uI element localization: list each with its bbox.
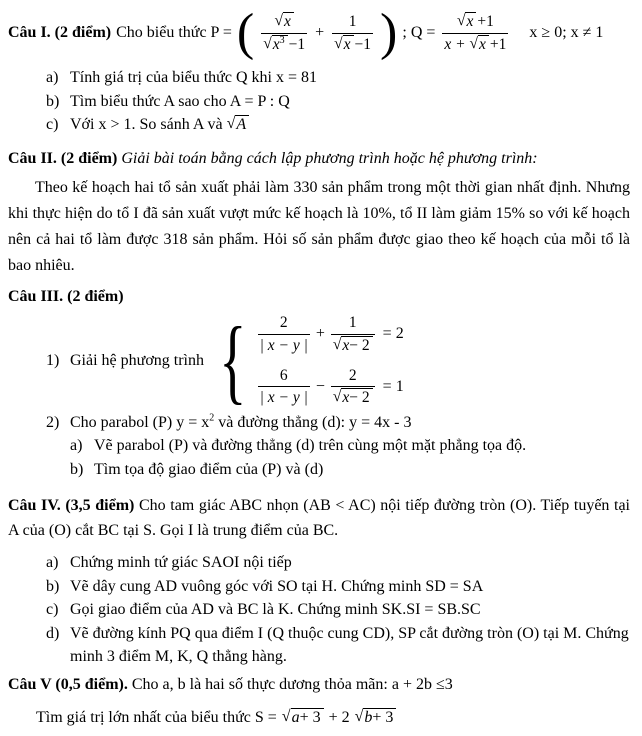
q1-header-row [8,4,630,61]
item-text [70,411,411,435]
right-paren: ) [380,4,398,61]
system-equation-2 [256,367,404,408]
math-var: a [291,708,300,726]
q4-item-a [46,551,630,575]
exponent: 3 [279,34,285,46]
item-label: 2) [46,413,60,431]
math-var: x [342,389,350,407]
fraction [258,367,310,408]
fraction-p2-denominator [332,34,373,54]
minus-operator: − [315,377,325,395]
item-label: b) [46,577,60,595]
sqrt-a-plus-3 [282,709,324,727]
q4-item-d [46,622,630,669]
fraction [258,314,310,355]
item-text: Vẽ parabol (P) và đường thẳng (d) trên cùng một mặt phẳng tọa độ. [94,437,527,454]
numerator: 1 [331,314,375,335]
sqrt-x [274,13,293,31]
q3-item-2a [70,434,630,458]
fraction-q-numerator [442,13,508,34]
radical-sign: √ [332,388,342,406]
item-label: a) [70,437,83,454]
q5-heading-line [8,673,630,697]
q3-item-2 [46,411,630,435]
sqrt-x [334,36,353,54]
system-intro: Giải hệ phương trình [70,351,204,369]
math-var: x + [444,35,466,53]
item-text-post: và đường thẳng (d): y = 4x - 3 [218,413,412,431]
sqrt-x [470,36,489,54]
math-var: x [343,35,351,53]
item-text-pre: Cho parabol (P) y = x [70,413,210,431]
math-var: x [479,35,486,53]
denominator-abs-x-minus-y: | x − y | [259,389,308,407]
item-text: Vẽ đường kính PQ qua điểm I (Q thuộc cung CD), SP cắt đường tròn (O) tại M. Chứng minh 3 điểm M, K, Q thẳng hàng. [70,624,629,665]
math-text: + 3 [299,708,321,726]
q4-items [46,551,630,669]
numerator: 2 [258,314,310,335]
q2-heading: Câu II. (2 điểm) [8,149,118,167]
q3-subitems [70,434,630,481]
q2-heading-line [8,147,630,171]
radical-sign: √ [332,335,342,353]
math-var: x [466,12,474,30]
q-equals: ; Q = [402,24,436,41]
item-label: a) [46,554,59,571]
q3-heading: Câu III. (2 điểm) [8,287,124,305]
item-label: c) [46,601,59,618]
sqrt-b-plus-3 [355,709,397,727]
math-var: A [236,116,247,133]
radical-sign: √ [226,115,236,132]
math-text: − 2 [349,389,370,407]
q3-heading-line [8,285,630,309]
q5-s-pre: Tìm giá trị lớn nhất của biểu thức S = [36,708,277,726]
item-text: Chứng minh tứ giác SAOI nội tiếp [70,554,292,571]
item-text: Tìm tọa độ giao điểm của (P) và (d) [94,460,324,478]
item-label: 1) [46,351,60,369]
math-var: b [364,708,373,726]
radical-sign: √ [456,11,466,29]
q2-body: Theo kế hoạch hai tổ sản xuất phải làm 330 sản phẩm trong một thời gian nhất định. Nhưng khi thực hiện do tổ I đã sản xuất vượt mức kế hoạch là 10%, tổ II làm giảm 15% so với kế hoạch nên cả hai tổ làm được 318 sản phẩm. Hỏi số sản phẩm được giao theo kế hoạch của mỗi tổ là bao nhiêu. [8,178,630,274]
radical-sign: √ [354,707,364,725]
q1-item-b [46,90,630,114]
fraction [331,367,375,408]
math-text: +1 [489,35,507,53]
fraction-p1 [261,13,307,54]
item-text: Vẽ dây cung AD vuông góc với SO tại H. Chứng minh SD = SA [70,577,484,595]
sqrt-x-minus-2 [333,389,373,407]
item-label: a) [46,69,59,86]
exponent: 2 [209,412,215,424]
plus-two: + 2 [328,708,350,726]
equation-rhs: = 2 [382,325,404,343]
fraction-p2-numerator: 1 [332,13,373,34]
math-text: −1 [288,35,306,53]
item-text-pre: Với x > 1. So sánh A và [70,116,223,133]
radical-sign: √ [263,34,272,52]
q5-heading: Câu V (0,5 điểm). [8,675,128,693]
math-var: x [283,12,291,30]
sqrt-x-minus-2 [333,337,373,355]
item-label: d) [46,624,60,642]
plus-operator: + [315,24,325,41]
fraction-p1-numerator [261,13,307,34]
plus-operator: + [315,325,325,343]
q3-item-2b [70,458,630,482]
radical-sign: √ [281,707,291,725]
q4-intro-paragraph [8,493,630,543]
fraction-q-denominator [442,34,508,54]
math-text: −1 [354,35,372,53]
fraction-p1-denominator [261,34,307,54]
radical-sign: √ [469,34,479,52]
radical-sign: √ [274,11,283,29]
math-text: +1 [477,12,494,30]
fraction-q [442,13,508,54]
q4-intro: Cho tam giác ABC nhọn (AB < AC) nội tiếp đường tròn (O). Tiếp tuyến tại A của (O) cắt BC tại S. Gọi I là trung điểm của BC. [8,497,631,539]
item-text: Tìm biểu thức A sao cho A = P : Q [70,92,290,110]
item-text: Tính giá trị của biểu thức Q khi x = 81 [70,69,317,86]
system-equations [256,314,404,407]
system-brace: { [219,306,247,413]
q1-item-a [46,66,630,90]
left-paren: ( [236,4,255,61]
q5-expression-line [36,703,630,733]
q4-item-b [46,575,630,599]
system-equation-1 [256,314,404,355]
denominator [331,335,375,355]
q5-intro: Cho a, b là hai số thực dương thỏa mãn: a + 2b ≤3 [131,675,453,693]
q3-system-block [46,306,630,413]
numerator: 2 [331,367,375,388]
item-text [70,113,249,137]
radical-sign: √ [334,34,343,52]
item-label: b) [46,92,60,110]
math-text: − 2 [349,336,370,354]
fraction [331,314,375,355]
math-var: x [272,35,280,53]
q4-heading: Câu IV. (3,5 điểm) [8,497,135,514]
item-text: Gọi giao điểm của AD và BC là K. Chứng minh SK.SI = SB.SC [70,601,481,618]
fraction-p2 [332,13,373,54]
math-text: + 3 [372,708,394,726]
equation-rhs: = 1 [382,377,404,395]
item-label: b) [70,460,84,478]
q1-heading: Câu I. (2 điểm) [8,24,112,41]
sqrt-x [457,13,476,31]
q1-item-c [46,113,630,137]
denominator [331,387,375,407]
item-label: c) [46,116,59,133]
math-var: x [342,336,350,354]
sqrt-x-cubed [263,36,287,54]
q2-subtitle: Giải bài toán bằng cách lập phương trình hoặc hệ phương trình: [121,149,538,167]
q4-item-c [46,598,630,622]
q1-items [46,66,630,137]
numerator: 6 [258,367,310,388]
sqrt-A [227,113,250,137]
denominator-abs-x-minus-y: | x − y | [259,336,308,354]
domain-condition: x ≥ 0; x ≠ 1 [529,24,604,41]
q1-intro: Cho biểu thức P = [116,24,232,41]
